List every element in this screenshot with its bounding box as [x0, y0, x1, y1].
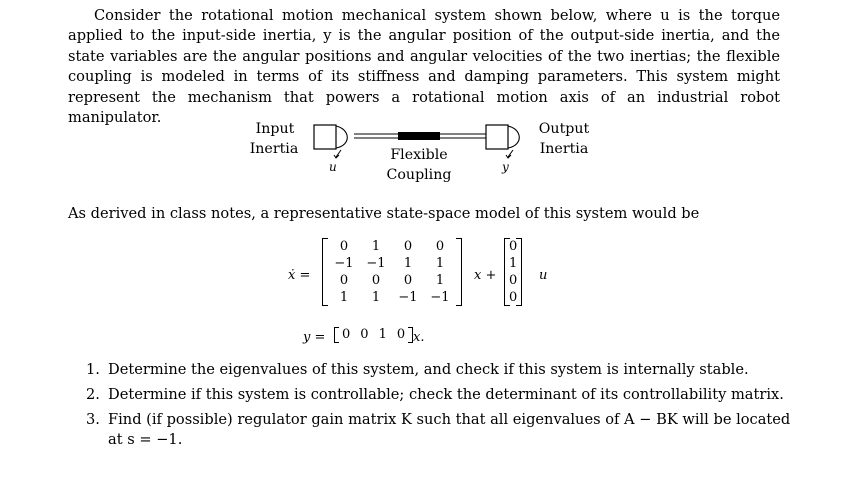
vector-b-cell: 0 — [509, 289, 518, 305]
output-rotation-arc — [508, 126, 519, 148]
matrix-a-cell: 0 — [403, 238, 413, 254]
vector-c-cell: 1 — [378, 327, 387, 342]
flexible-coupling-label-line1: Flexible — [390, 147, 448, 163]
input-inertia-label-line2: Inertia — [249, 141, 299, 157]
flexible-coupling-label-line2: Coupling — [386, 167, 452, 183]
input-inertia-label-line1: Input — [255, 121, 295, 137]
question-item — [86, 385, 798, 405]
matrix-A — [322, 238, 462, 306]
matrix-a-cell: 1 — [435, 255, 445, 271]
matrix-a-cell: 1 — [371, 289, 381, 305]
matrix-a-row — [328, 255, 456, 272]
question-list — [86, 360, 798, 455]
matrix-a-cell: −1 — [398, 289, 418, 305]
output-angle-label: y — [502, 160, 509, 174]
x-plus-label — [474, 268, 496, 283]
y-equals-label: y = — [303, 330, 326, 345]
matrix-a-row — [328, 238, 456, 255]
matrix-a-cell: −1 — [430, 289, 450, 305]
vector-c-cell: 0 — [396, 327, 406, 342]
inertia-coupling-drawing — [300, 115, 540, 165]
matrix-a-cell: 1 — [339, 289, 349, 305]
xdot-label: ẋ = — [288, 268, 311, 283]
question-text: Find (if possible) regulator gain matrix K such that all eigenvalues of A − BK will be located at s = −1. — [108, 411, 791, 448]
matrix-a-row — [328, 289, 456, 306]
matrix-a-cell: 1 — [371, 238, 381, 254]
input-rotation-arc — [336, 126, 347, 148]
matrix-a-cell: −1 — [366, 255, 386, 271]
question-item — [86, 360, 798, 380]
question-number: 2. — [86, 386, 100, 403]
question-number: 1. — [86, 361, 100, 378]
matrix-a-cell: 1 — [403, 255, 413, 271]
matrix-a-cell: 1 — [435, 272, 445, 288]
output-inertia-box — [486, 125, 508, 149]
matrix-a-cell: 0 — [435, 238, 445, 254]
output-inertia-label-line1: Output — [538, 121, 590, 137]
vector-c-cell: 0 — [342, 327, 351, 342]
state-space-lead-text: As derived in class notes, a representative state-space model of this system would be — [68, 205, 700, 222]
vector-b-cell: 0 — [509, 272, 518, 288]
question-item — [86, 410, 798, 450]
vector-B — [504, 238, 522, 306]
matrix-a-cell: 0 — [403, 272, 413, 288]
vector-c-row — [337, 327, 410, 343]
input-inertia-box — [314, 125, 336, 149]
output-inertia-label-line2: Inertia — [539, 141, 589, 157]
question-number: 3. — [86, 411, 100, 428]
question-text: Determine if this system is controllable; check the determinant of its controllability matrix. — [108, 386, 784, 403]
x-end-label: x. — [413, 330, 425, 345]
problem-intro-paragraph: Consider the rotational motion mechanical system shown below, where u is the torque applied to the input-side inertia, y is the angular position of the output-side inertia, and the state variables are the angular positions and angular velocities of the two inertias; the flexible coupling is modeled in terms of its stiffness and damping parameters. This system might represent the mechanism that powers a rotational motion axis of an industrial robot manipulator. — [68, 7, 780, 127]
matrix-a-cell: −1 — [334, 255, 354, 271]
torque-input-label: u — [329, 160, 337, 174]
vector-C — [334, 327, 413, 343]
matrix-a-cell: 0 — [339, 238, 349, 254]
x-plus-text: x + — [474, 268, 497, 283]
vector-b-cell: 1 — [509, 255, 518, 271]
vector-b-cell: 0 — [509, 238, 518, 254]
flexible-coupling-block — [398, 132, 440, 140]
question-text: Determine the eigenvalues of this system, and check if this system is internally stable. — [108, 361, 749, 378]
matrix-a-cell: 0 — [371, 272, 381, 288]
matrix-a-row — [328, 272, 456, 289]
vector-c-cell: 0 — [360, 327, 369, 342]
u-label: u — [539, 268, 548, 283]
matrix-a-cell: 0 — [339, 272, 349, 288]
